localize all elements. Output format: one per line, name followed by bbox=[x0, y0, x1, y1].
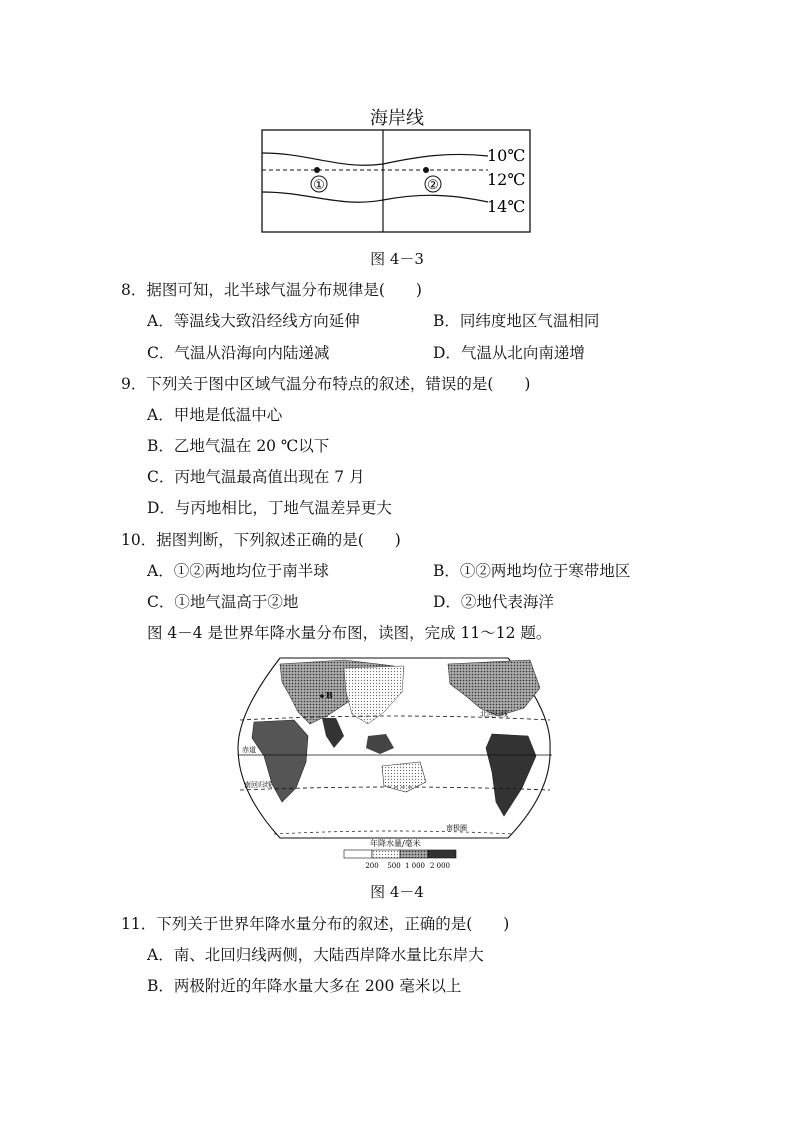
isotherm-diagram bbox=[260, 128, 532, 234]
q11-option-b: B．两极附近的年降水量大多在 200 毫米以上 bbox=[147, 977, 462, 995]
q10-option-c: C．①地气温高于②地 bbox=[147, 593, 299, 611]
legend-swatch-1 bbox=[344, 850, 372, 858]
label-14c: 14℃ bbox=[487, 197, 526, 216]
q11-stem: 11．下列关于世界年降水量分布的叙述，正确的是( ) bbox=[121, 915, 510, 933]
label-10c: 10℃ bbox=[487, 146, 526, 165]
isotherm-10 bbox=[262, 153, 488, 165]
point-1-label: ① bbox=[313, 178, 325, 193]
figure-4-3-title: 海岸线 bbox=[370, 108, 424, 129]
q10-stem: 10．据图判断，下列叙述正确的是( ) bbox=[121, 531, 401, 549]
q8-stem: 8．据图可知，北半球气温分布规律是( ) bbox=[121, 281, 422, 299]
q10-option-d: D．②地代表海洋 bbox=[433, 593, 554, 611]
q11-option-a: A．南、北回归线两侧，大陆西岸降水量比东岸大 bbox=[147, 946, 484, 964]
q10-option-b: B．①②两地均位于寒带地区 bbox=[433, 562, 631, 580]
q9-option-a: A．甲地是低温中心 bbox=[147, 406, 283, 424]
q9-option-b: B．乙地气温在 20 ℃以下 bbox=[147, 437, 330, 455]
label-antarctic: 南极圈 bbox=[446, 824, 467, 832]
point-2-label: ② bbox=[427, 178, 439, 193]
label-south-tropic: 南回归线 bbox=[244, 781, 272, 789]
legend-tick-500: 500 bbox=[387, 862, 401, 870]
legend-swatch-4 bbox=[428, 850, 456, 858]
point-b-dot bbox=[320, 694, 324, 698]
legend-tick-1000: 1 000 bbox=[404, 862, 426, 870]
q8-option-b: B．同纬度地区气温相同 bbox=[433, 312, 600, 330]
figure-4-4-intro: 图 4－4 是世界年降水量分布图，读图，完成 11～12 题。 bbox=[147, 624, 552, 642]
world-precipitation-map bbox=[234, 652, 556, 872]
point-2-dot bbox=[423, 167, 429, 173]
q9-option-c: C．丙地气温最高值出现在 7 月 bbox=[147, 468, 365, 486]
q8-option-a: A．等温线大致沿经线方向延伸 bbox=[147, 312, 360, 330]
label-north-tropic: 北回归线 bbox=[480, 710, 508, 718]
label-equator: 赤道 bbox=[242, 746, 256, 754]
legend-swatch-3 bbox=[400, 850, 428, 858]
legend-swatch-2 bbox=[372, 850, 400, 858]
q8-option-c: C．气温从沿海向内陆递减 bbox=[147, 344, 330, 362]
isotherm-14 bbox=[262, 192, 488, 202]
q10-option-a: A．①②两地均位于南半球 bbox=[147, 562, 329, 580]
q9-option-d: D．与丙地相比，丁地气温差异更大 bbox=[147, 499, 392, 517]
legend-title: 年降水量/毫米 bbox=[370, 839, 421, 848]
q9-stem: 9．下列关于图中区域气温分布特点的叙述，错误的是( ) bbox=[121, 375, 531, 393]
figure-4-4-caption: 图 4－4 bbox=[370, 883, 424, 901]
legend-tick-200: 200 bbox=[365, 862, 379, 870]
legend-tick-2000: 2 000 bbox=[429, 862, 451, 870]
figure-4-3-caption: 图 4－3 bbox=[370, 250, 424, 268]
label-point-b: B bbox=[326, 690, 333, 700]
label-12c: 12℃ bbox=[487, 170, 526, 189]
point-1-dot bbox=[314, 167, 320, 173]
q8-option-d: D．气温从北向南递增 bbox=[433, 344, 585, 362]
